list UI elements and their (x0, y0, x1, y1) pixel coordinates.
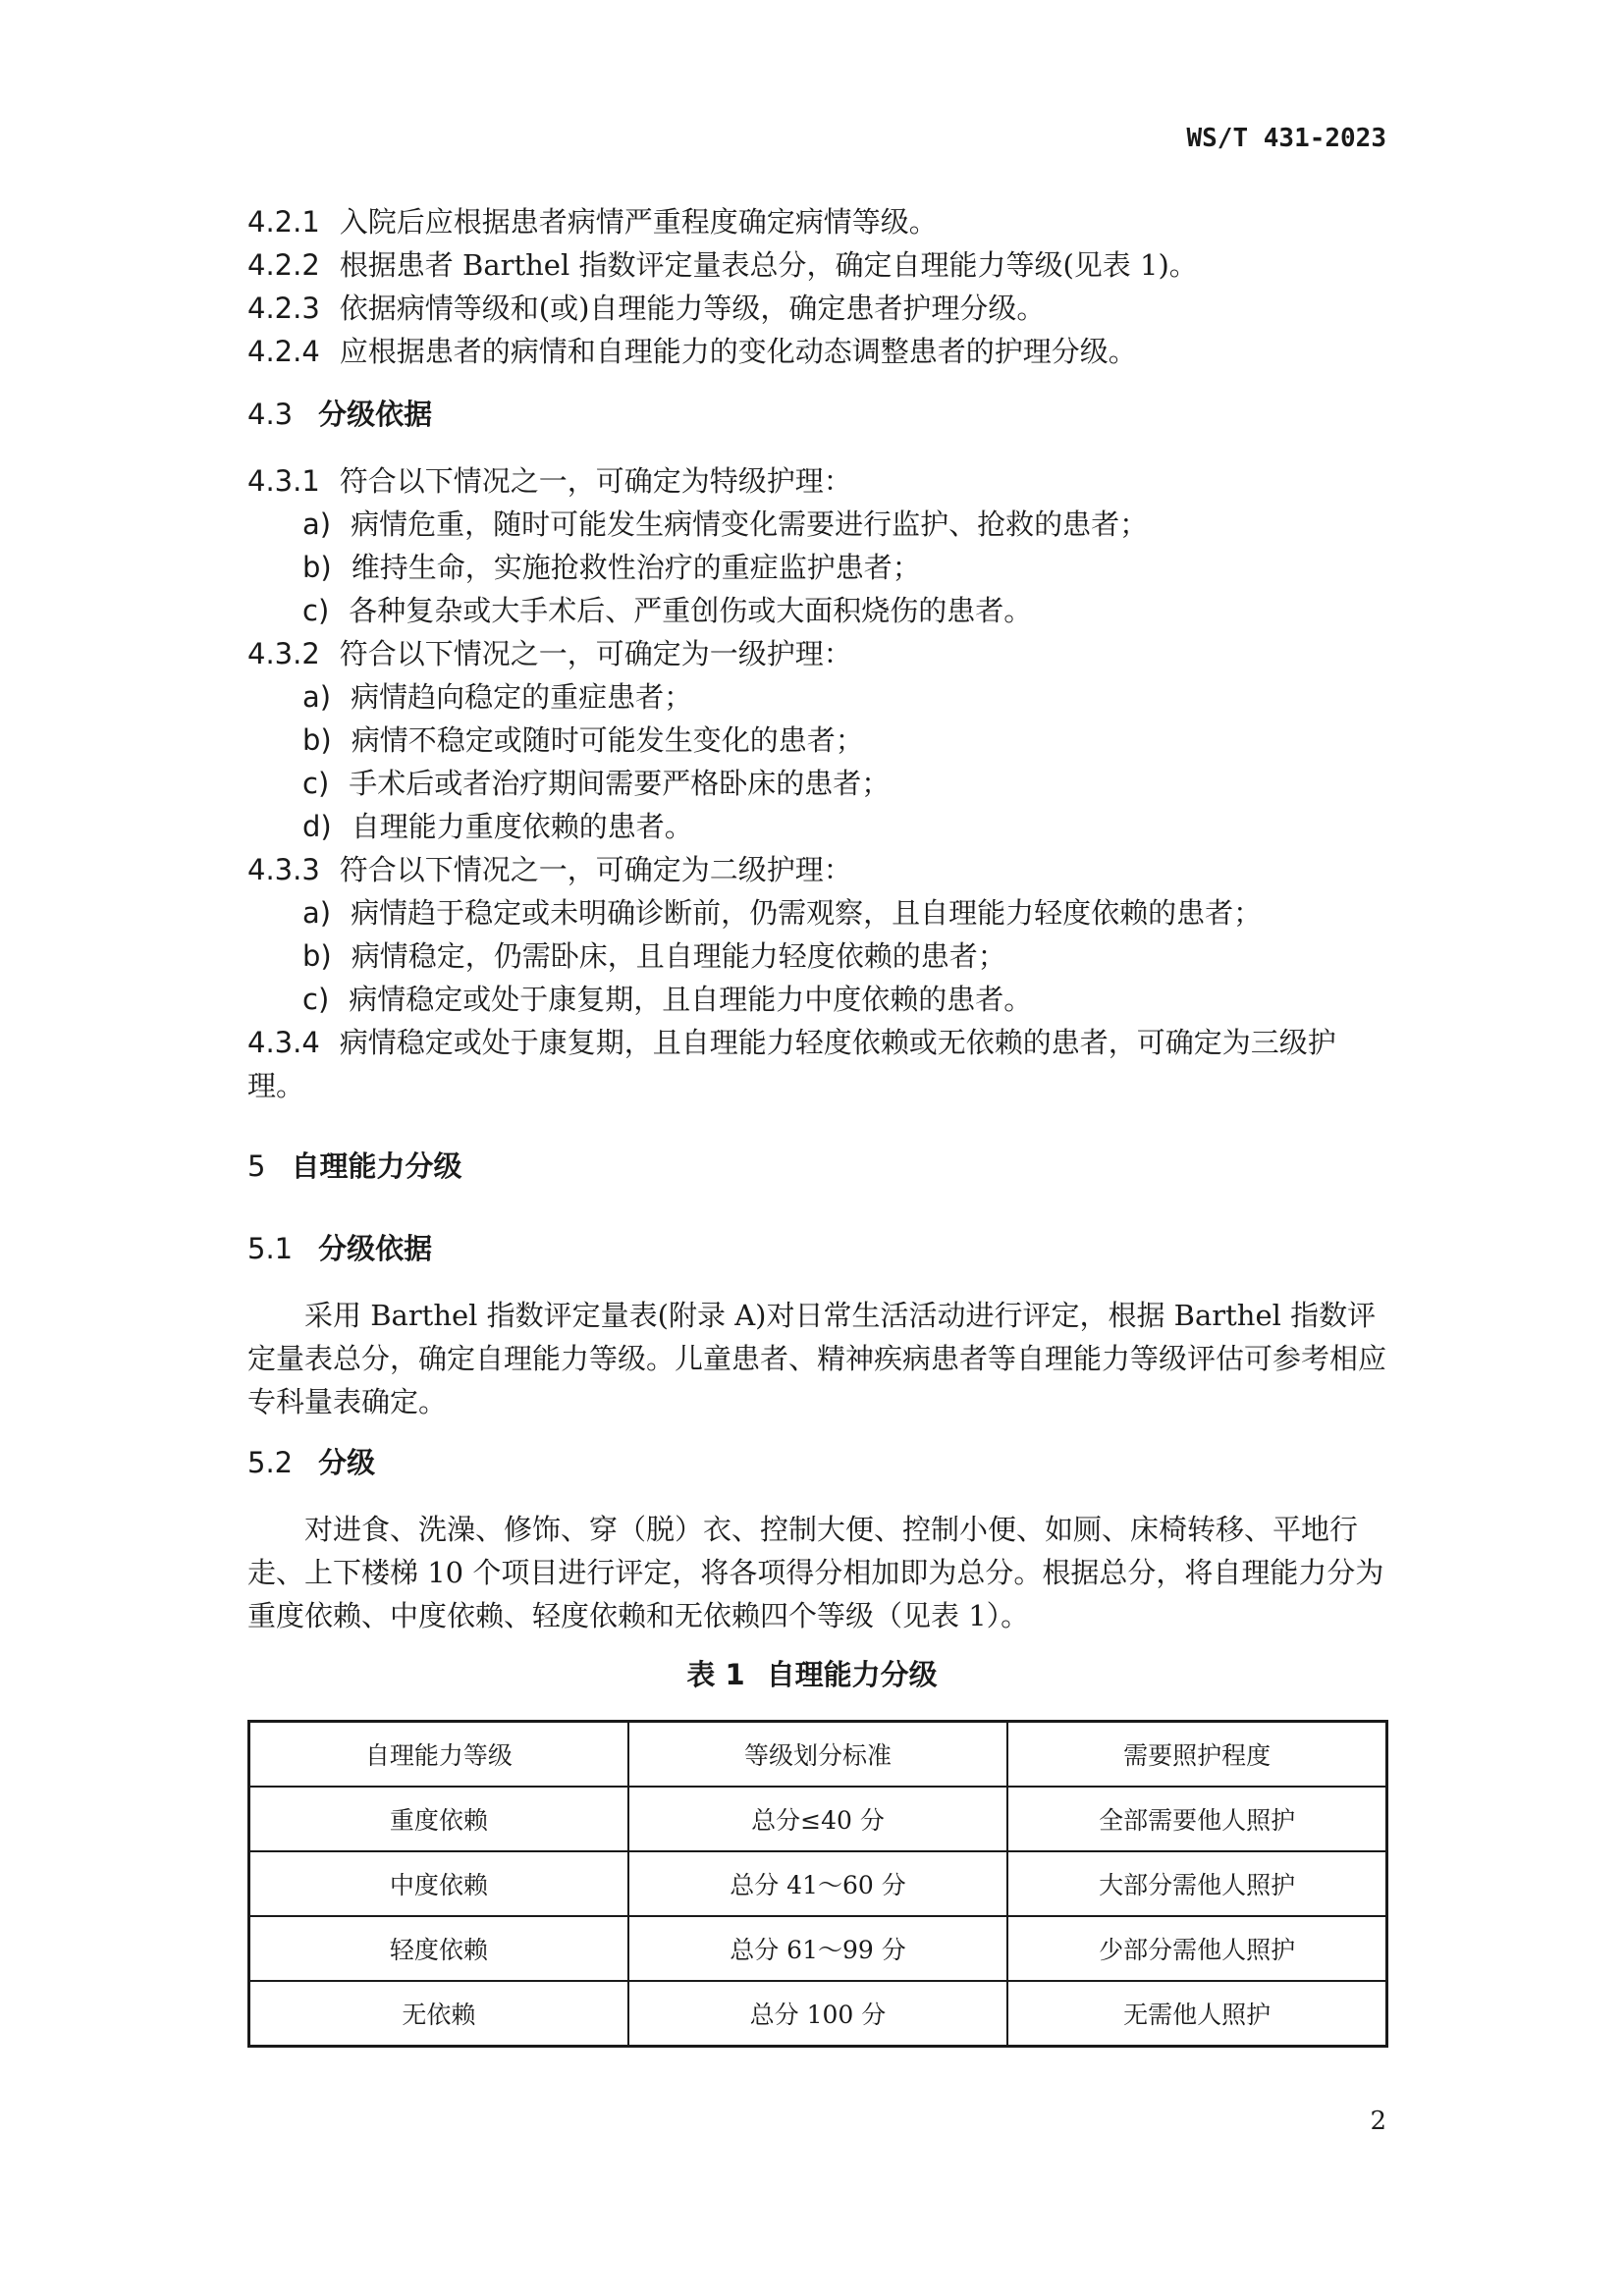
clause-number: 4.3.2 (247, 637, 320, 670)
list-item (302, 507, 1148, 542)
list-item (302, 550, 921, 585)
section-title: 分级 (318, 1446, 376, 1479)
clause-4-3-1 (247, 463, 852, 499)
page-number: 2 (1370, 2107, 1386, 2136)
clause-text: 依据病情等级和(或)自理能力等级，确定患者护理分级。 (339, 292, 1046, 325)
document-id: WS/T 431-2023 (1186, 124, 1386, 153)
section-number: 5.1 (247, 1232, 294, 1265)
list-item-label: b) (302, 939, 332, 973)
list-item-text: 维持生命，实施抢救性治疗的重症监护患者； (351, 551, 921, 584)
clause-continuation: 理。 (247, 1069, 305, 1102)
clause-text: 入院后应根据患者病情严重程度确定病情等级。 (339, 205, 938, 239)
table-caption (0, 1653, 1624, 1693)
list-item (302, 895, 1262, 931)
clause-4-3-4 (247, 1025, 1336, 1060)
section-number: 5 (247, 1149, 266, 1183)
section-title: 自理能力分级 (291, 1149, 462, 1183)
table-caption-title: 自理能力分级 (766, 1658, 938, 1691)
clause-4-2-2 (247, 247, 1198, 283)
table-row (249, 1916, 1387, 1981)
section-number: 5.2 (247, 1446, 294, 1479)
clause-number: 4.3.1 (247, 464, 320, 498)
clause-text: 符合以下情况之一，可确定为一级护理： (339, 637, 852, 670)
section-number: 4.3 (247, 398, 294, 431)
table-header-cell: 自理能力等级 (249, 1722, 628, 1788)
list-item-label: b) (302, 551, 332, 584)
section-heading-5 (247, 1148, 461, 1184)
list-item (302, 679, 692, 715)
table-cell: 总分 61～99 分 (628, 1916, 1007, 1981)
section-title: 分级依据 (318, 398, 433, 431)
list-item (302, 766, 890, 801)
list-item-label: a) (302, 896, 332, 930)
clause-4-3-2 (247, 636, 852, 671)
clause-4-2-1 (247, 204, 938, 240)
clause-text: 应根据患者的病情和自理能力的变化动态调整患者的护理分级。 (339, 335, 1137, 368)
list-item-text: 病情稳定或处于康复期，且自理能力中度依赖的患者。 (349, 983, 1033, 1016)
clause-4-2-4 (247, 334, 1137, 369)
table-row (249, 1787, 1387, 1851)
table-cell: 中度依赖 (249, 1851, 628, 1916)
section-title: 分级依据 (318, 1232, 433, 1265)
list-item-label: d) (302, 810, 332, 843)
table-cell: 重度依赖 (249, 1787, 628, 1851)
list-item-label: c) (302, 767, 330, 800)
table-cell: 轻度依赖 (249, 1916, 628, 1981)
list-item-text: 病情不稳定或随时可能发生变化的患者； (351, 723, 864, 757)
list-item (302, 809, 693, 844)
paragraph: 采用 Barthel 指数评定量表(附录 A)对日常生活活动进行评定，根据 Barthel 指数评定量表总分，确定自理能力等级。儿童患者、精神疾病患者等自理能力等级评估可参考相应专科量表确定。 (247, 1299, 1387, 1418)
list-item-text: 自理能力重度依赖的患者。 (351, 810, 693, 843)
list-item-label: a) (302, 507, 332, 541)
table-header-row (249, 1722, 1387, 1788)
self-care-grade-table (247, 1720, 1388, 2048)
clause-4-3-3 (247, 852, 852, 887)
clause-text: 符合以下情况之一，可确定为特级护理： (339, 464, 852, 498)
list-item-text: 病情危重，随时可能发生病情变化需要进行监护、抢救的患者； (351, 507, 1149, 541)
table-cell: 总分 100 分 (628, 1981, 1007, 2047)
list-item-label: b) (302, 723, 332, 757)
table-row (249, 1851, 1387, 1916)
list-item-text: 病情稳定，仍需卧床，且自理能力轻度依赖的患者； (351, 939, 1006, 973)
clause-number: 4.3.4 (247, 1026, 320, 1059)
section-heading-5-2 (247, 1445, 375, 1480)
list-item-text: 病情趋向稳定的重症患者； (351, 680, 693, 714)
table-cell: 少部分需他人照护 (1007, 1916, 1386, 1981)
table-header-cell: 等级划分标准 (628, 1722, 1007, 1788)
table-cell: 全部需要他人照护 (1007, 1787, 1386, 1851)
clause-text: 病情稳定或处于康复期，且自理能力轻度依赖或无依赖的患者，可确定为三级护 (339, 1026, 1336, 1059)
table-cell: 大部分需他人照护 (1007, 1851, 1386, 1916)
list-item-label: c) (302, 983, 330, 1016)
list-item-text: 手术后或者治疗期间需要严格卧床的患者； (349, 767, 891, 800)
list-item-label: a) (302, 680, 332, 714)
clause-number: 4.2.1 (247, 205, 320, 239)
table-cell: 无需他人照护 (1007, 1981, 1386, 2047)
section-heading-4-3 (247, 397, 432, 432)
list-item (302, 982, 1032, 1017)
list-item (302, 938, 1006, 974)
table-cell: 总分≤40 分 (628, 1787, 1007, 1851)
clause-number: 4.2.3 (247, 292, 320, 325)
list-item-text: 病情趋于稳定或未明确诊断前，仍需观察，且自理能力轻度依赖的患者； (351, 896, 1263, 930)
table-row (249, 1981, 1387, 2047)
clause-number: 4.2.2 (247, 248, 320, 282)
table-cell: 无依赖 (249, 1981, 628, 2047)
clause-text: 根据患者 Barthel 指数评定量表总分，确定自理能力等级(见表 1)。 (339, 248, 1198, 282)
clause-4-2-3 (247, 291, 1045, 326)
table-header-cell: 需要照护程度 (1007, 1722, 1386, 1788)
table-cell: 总分 41～60 分 (628, 1851, 1007, 1916)
section-heading-5-1 (247, 1231, 432, 1266)
list-item-text: 各种复杂或大手术后、严重创伤或大面积烧伤的患者。 (349, 594, 1033, 627)
table-caption-number: 表 1 (686, 1658, 745, 1691)
list-item (302, 722, 864, 758)
clause-text: 符合以下情况之一，可确定为二级护理： (339, 853, 852, 886)
clause-number: 4.2.4 (247, 335, 320, 368)
list-item (302, 593, 1032, 628)
clause-number: 4.3.3 (247, 853, 320, 886)
paragraph: 对进食、洗澡、修饰、穿（脱）衣、控制大便、控制小便、如厕、床椅转移、平地行走、上下楼梯 10 个项目进行评定，将各项得分相加即为总分。根据总分，将自理能力分为重度依赖、中度依赖、轻度依赖和无依赖四个等级（见表 1）。 (247, 1513, 1384, 1632)
list-item-label: c) (302, 594, 330, 627)
